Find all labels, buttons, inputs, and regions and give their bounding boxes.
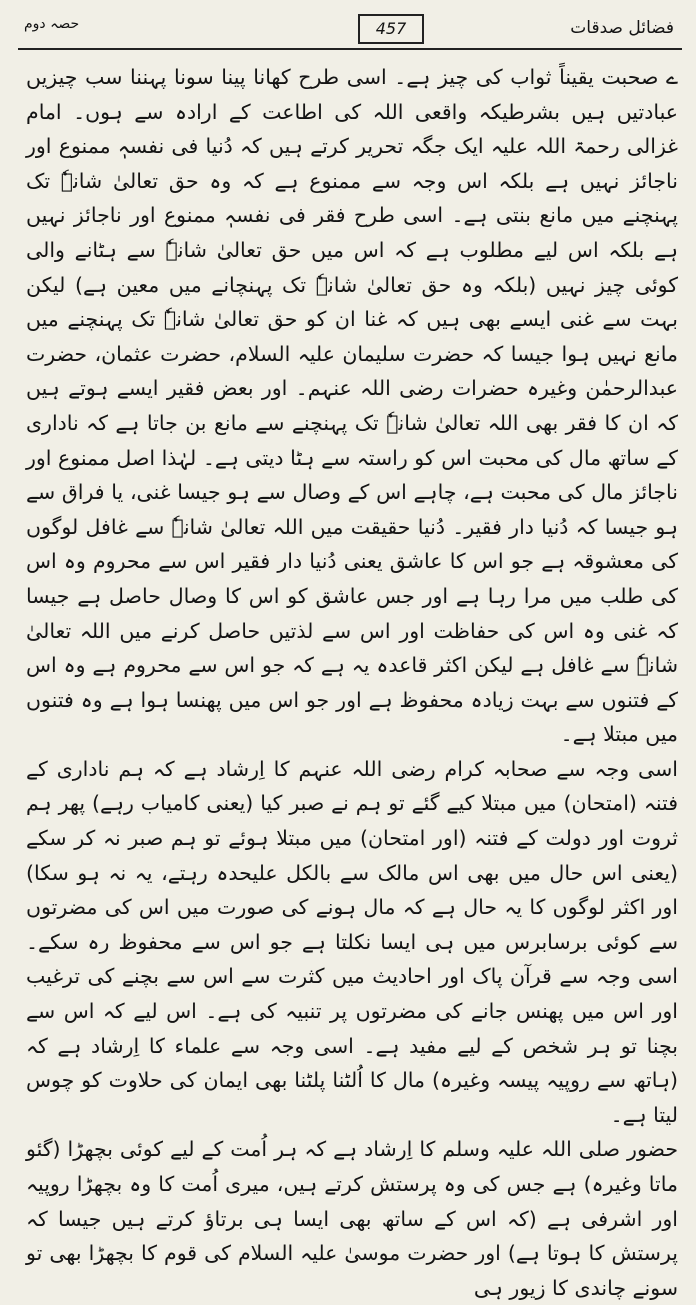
paragraph-2: اسی وجہ سے صحابہ کرام رضی اللہ عنہم کا اِرشاد ہے کہ ہم ناداری کے فتنہ (امتحان) میں مبتلا کیے گئے تو ہم نے صبر کیا (یعنی کامیاب رہے) پھر ہم ثروت اور دولت کے فتنہ (اور امتحان) میں مبتلا ہوئے تو ہم صبر نہ کر سکے (یعنی اس حال میں بھی اس مالک سے بالکل علیحدہ رہتے، یہ نہ ہو سکا) اور اکثر لوگوں کا یہ حال ہے کہ مال ہونے کی صورت میں اس کی مضرتوں سے کوئی برسابرس میں ہی ایسا نکلتا ہے جو اس سے محفوظ رہ سکے۔ اسی وجہ سے قرآن پاک اور احادیث میں کثرت سے اس سے بچنے کی ترغیب اور اس میں پھنس جانے کی مضرتوں پر تنبیہ کی ہے۔ اس لیے کہ اس سے بچنا تو ہر شخص کے لیے مفید ہے۔ اسی وجہ سے علماء کا اِرشاد ہے کہ (ہاتھ سے روپیہ پیسہ وغیرہ) مال کا اُلٹنا پلٹنا بھی ایمان کی حلاوت کو چوس لیتا ہے۔ — [26, 756, 678, 1127]
header-divider — [18, 48, 682, 50]
page-body — [26, 60, 678, 1300]
section-label: حصہ دوم — [24, 16, 80, 32]
paragraph-3: حضور صلی اللہ علیہ وسلم کا اِرشاد ہے کہ ہر اُمت کے لیے کوئی بچھڑا (گئو ماتا وغیرہ) ہے جس کی وہ پرستش کرتے ہیں، میری اُمت کا وہ بچھڑا روپیہ اور اشرفی ہے (کہ اس کے ساتھ بھی ایسا ہی برتاؤ کرتے ہیں جیسا کہ پرستش کا ہوتا ہے) اور حضرت موسیٰ علیہ السلام کی قوم کا بچھڑا بھی تو سونے چاندی کا زیور ہی — [26, 1137, 678, 1300]
page-header — [18, 8, 678, 48]
paragraph-1: ے صحبت یقیناً ثواب کی چیز ہے۔ اسی طرح کھانا پینا سونا پہننا سب چیزیں عبادتیں ہیں بشرطیکہ واقعی اللہ کی اطاعت کے ارادہ سے ہوں۔ امام غزالی رحمۃ اللہ علیہ ایک جگہ تحریر کرتے ہیں کہ دُنیا فی نفسہٖ ممنوع اور ناجائز نہیں ہے بلکہ اس وجہ سے ممنوع ہے کہ وہ حق تعالیٰ شانہٗ تک پہنچنے میں مانع بنتی ہے۔ اسی طرح فقر فی نفسہٖ ممنوع اور ناجائز نہیں ہے بلکہ اس لیے مطلوب ہے کہ اس میں حق تعالیٰ شانہٗ سے ہٹانے والی کوئی چیز نہیں (بلکہ وہ حق تعالیٰ شانہٗ تک پہنچانے میں معین ہے) لیکن بہت سے غنی ایسے بھی ہیں کہ غنا ان کو حق تعالیٰ شانہٗ تک پہنچنے میں مانع نہیں ہوا جیسا کہ حضرت سلیمان علیہ السلام، حضرت عثمان، حضرت عبدالرحمٰن وغیرہ حضرات رضی اللہ عنہم۔ اور بعض فقیر ایسے ہوتے ہیں کہ ان کا فقر بھی اللہ تعالیٰ شانہٗ تک پہنچنے سے مانع بن جاتا ہے کہ ناداری کے ساتھ مال کی محبت اس کو راستہ سے ہٹا دیتی ہے۔ لہٰذا اصل ممنوع اور ناجائز مال کی محبت ہے، چاہے اس کے وصال سے ہو جیسا غنی، یا فراق سے ہو جیسا کہ دُنیا دار فقیر۔ دُنیا حقیقت میں اللہ تعالیٰ شانہٗ سے غافل لوگوں کی معشوقہ ہے جو اس کا عاشق یعنی دُنیا دار فقیر اس سے محروم وہ اس کی طلب میں مرا رہا ہے اور جس عاشق کو اس کا وصال حاصل ہے جیسا کہ غنی وہ اس کی حفاظت اور اس سے لذتیں حاصل کرنے میں اللہ تعالیٰ شانہٗ سے غافل ہے لیکن اکثر قاعدہ یہ ہے کہ جو اس سے محروم ہے وہ اس کے فتنوں سے بہت زیادہ محفوظ ہے اور جو اس میں پھنسا ہوا ہے وہ فتنوں میں مبتلا ہے۔ — [26, 65, 678, 747]
page-number: 457 — [375, 19, 407, 38]
page-number-box — [358, 14, 424, 44]
book-title: فضائل صدقات — [570, 18, 674, 38]
